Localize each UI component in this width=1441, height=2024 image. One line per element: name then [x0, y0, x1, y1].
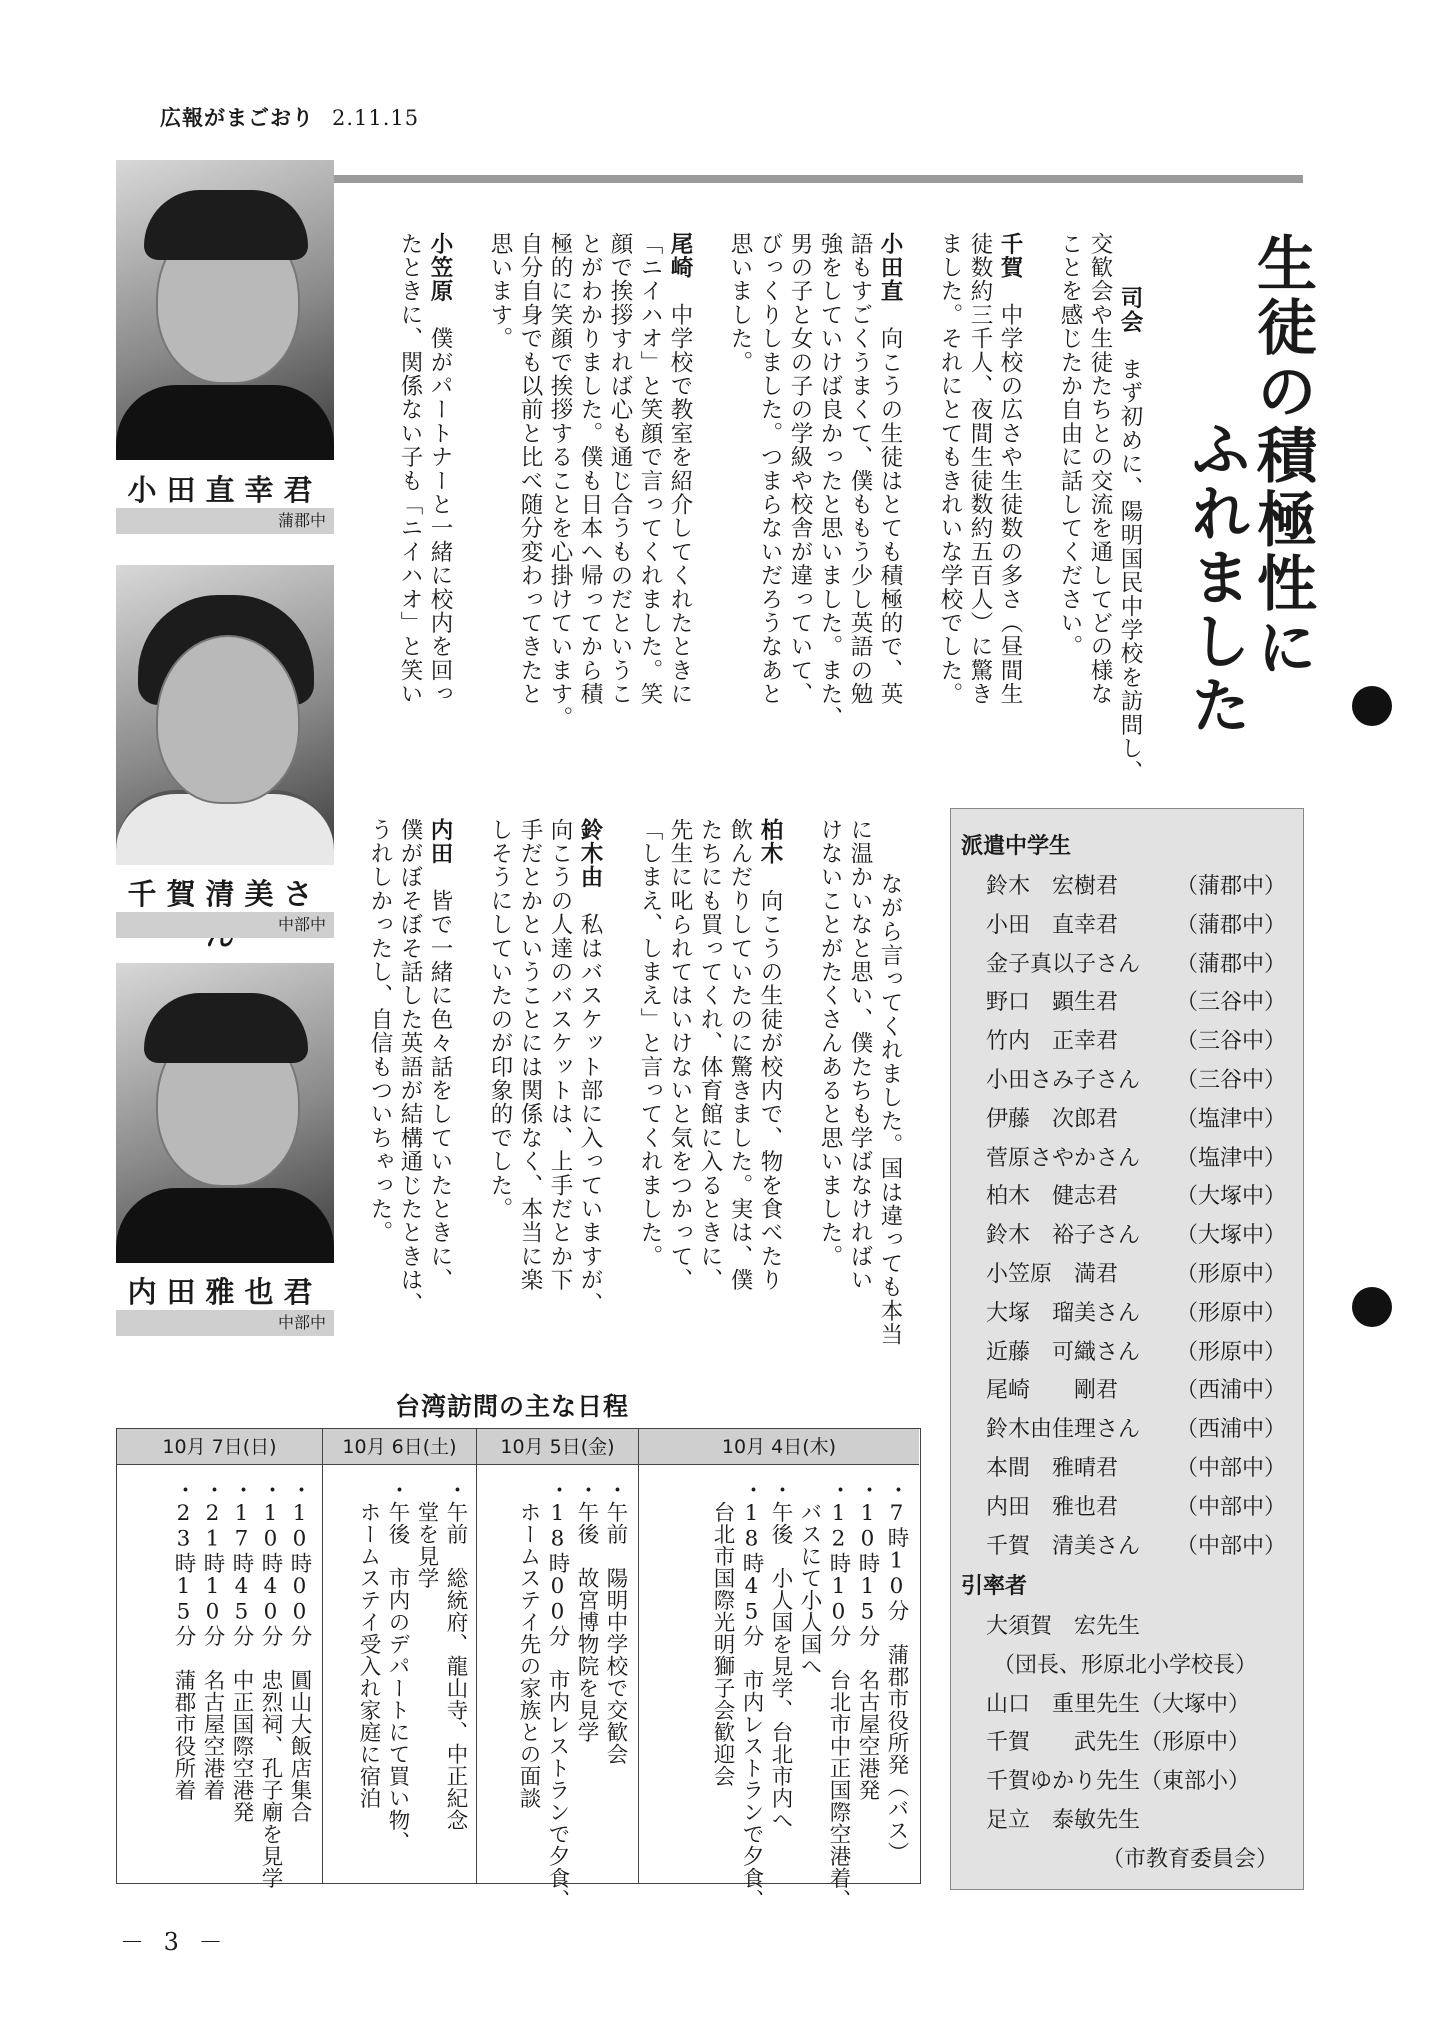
leader-row: 千賀 武先生（形原中）: [986, 1730, 1251, 1756]
member-name: 柏木 健志君: [986, 1184, 1119, 1210]
photo-oda: [116, 160, 334, 460]
member-name: 本間 雅晴君: [986, 1456, 1119, 1481]
binding-hole-dot: [1352, 1287, 1392, 1327]
member-school: （大塚中）: [1175, 1223, 1286, 1249]
header-rule: [333, 175, 1303, 183]
member-row: [986, 947, 1286, 977]
article-title-line2: ふれました: [1181, 418, 1251, 738]
remark: まず初めに、陽明国民中学校を訪問し、 交歓会や生徒たちとの交流を通してどの様な ことを感じたか自由に話してください。: [1057, 232, 1143, 785]
member-name: 尾崎 剛君: [986, 1378, 1119, 1404]
member-school: （三谷中）: [1175, 990, 1286, 1016]
member-school: （大塚中）: [1175, 1184, 1286, 1210]
member-name: 大塚 瑠美さん: [986, 1300, 1141, 1326]
member-row: [986, 1412, 1286, 1442]
member-name: 鈴木 宏樹君: [986, 874, 1119, 899]
schedule-entries: ・午前 総統府、龍山寺、中正紀念 堂を見学 ・午後 市内のデパートにて買い物、 ホームステイ受入れ家庭に宿泊: [356, 1479, 468, 1853]
remark: 向こうの生徒はとても積極的で、英 語もすごくうまくて、僕ももう少し英語の勉 強をしていけば良かったと思いました。また、 男の子と女の子の学級や校舎が違っていて、 びっくりしました。つまらないだろうなあと 思いました。: [727, 232, 903, 730]
member-school: （三谷中）: [1175, 1068, 1286, 1093]
schedule-title: 台湾訪問の主な日程: [395, 1392, 630, 1421]
publication-name: 広報がまごおり: [160, 106, 314, 130]
member-row: [986, 1296, 1286, 1326]
member-row: [986, 1257, 1286, 1287]
member-row: [986, 1335, 1286, 1365]
member-row: [986, 1490, 1286, 1520]
leader-row: （団長、形原北小学校長）: [993, 1652, 1258, 1678]
member-school: （中部中）: [1175, 1494, 1286, 1520]
member-name: 鈴木 裕子さん: [986, 1223, 1141, 1249]
remark: 皆で一緒に色々話をしていたときに、 僕がぼそぼそ話した英語が結構通じたときは、 うれしかったし、自信もついちゃった。: [367, 818, 453, 1316]
member-school: （中部中）: [1175, 1456, 1286, 1481]
speaker: 小笠原: [427, 232, 453, 304]
member-row: [986, 1063, 1286, 1093]
leader-row: 山口 重里先生（大塚中）: [986, 1691, 1251, 1717]
member-name: 内田 雅也君: [986, 1494, 1119, 1520]
remark: 私はバスケット部に入っていますが、 向こうの人達のバスケットは、上手だとか下 手だとかということには関係なく、本当に楽 しそうにしていたのが印象的でした。: [487, 818, 603, 1316]
page-header: [160, 102, 419, 132]
member-row: [986, 1218, 1286, 1248]
speaker: 小田直: [877, 232, 903, 304]
photo-uchida: [116, 963, 334, 1263]
remark: 僕がパートナーと一緒に校内を回っ たときに、関係ない子も「ニイハオ」と笑い: [397, 232, 453, 707]
member-name: 菅原さやかさん: [986, 1145, 1141, 1171]
member-row: [986, 1179, 1286, 1209]
schedule-entries: ・10時00分 圓山大飯店集合 ・10時40分 忠烈祠、孔子廟を見学 ・17時45分 中正国際空港発 ・21時10分 名古屋空港着 ・23時15分 蒲郡市役所着: [171, 1479, 312, 1889]
article-lower: [365, 818, 935, 1368]
schedule-entries: ・午前 陽明中学校で交歓会 ・午後 故宮博物院を見学 ・18時00分 市内レストランで夕食、 ホームステイ先の家族との面談: [516, 1479, 628, 1911]
photo-caption-school: 中部中: [116, 1310, 334, 1336]
member-name: 野口 顕生君: [986, 990, 1119, 1016]
member-name: 鈴木由佳理さん: [986, 1417, 1141, 1443]
schedule-day-header: 10月 7日(日): [117, 1429, 323, 1465]
member-list-box: [950, 808, 1304, 1890]
students-heading: 派遣中学生: [961, 834, 1072, 859]
member-school: （西浦中）: [1175, 1378, 1286, 1404]
member-row: [986, 1373, 1286, 1403]
speaker: 千賀: [997, 232, 1023, 280]
member-name: 伊藤 次郎君: [986, 1106, 1119, 1132]
member-name: 近藤 可織さん: [986, 1339, 1141, 1365]
schedule-table: [116, 1428, 921, 1911]
member-row: [986, 1529, 1286, 1559]
member-name: 小田 直幸君: [986, 912, 1119, 938]
photo-caption-name: 内田雅也君: [127, 1275, 323, 1309]
member-school: （西浦中）: [1175, 1417, 1286, 1443]
photo-senga: [116, 565, 334, 865]
member-row: [986, 1024, 1286, 1054]
member-name: 竹内 正幸君: [986, 1029, 1119, 1055]
remark: ながら言ってくれました。国は違っても本当 に温かいなと思い、僕たちも学ばなければい けないことがたくさんあると思いました。: [817, 818, 903, 1347]
schedule-day-column: [477, 1465, 639, 1911]
member-school: （形原中）: [1175, 1300, 1286, 1326]
photo-caption-school: 蒲郡中: [116, 508, 334, 534]
speaker: 鈴木由: [577, 818, 603, 890]
leaders-heading: 引率者: [961, 1574, 1028, 1599]
member-name: 金子真以子さん: [986, 951, 1141, 977]
speaker: 内田: [427, 818, 453, 866]
member-row: [986, 869, 1286, 899]
page-number: － 3 －: [120, 1928, 229, 1956]
schedule-day-header: 10月 4日(木): [639, 1429, 919, 1465]
schedule-day-column: [117, 1465, 323, 1889]
remark: 中学校の広さや生徒数の多さ（昼間生 徒数約三千人、夜間生徒数約五百人）に驚き ました。それにとてもきれいな学校でした。: [937, 232, 1023, 707]
speaker: 尾崎: [667, 232, 693, 280]
member-school: （形原中）: [1175, 1262, 1286, 1287]
photo-caption-name: 千賀清美さ: [127, 877, 323, 911]
photo-caption-name: 小田直幸君: [127, 473, 323, 507]
article-upper: [395, 232, 1175, 802]
schedule-day-header: 10月 6日(土): [323, 1429, 477, 1465]
binding-hole-dot: [1352, 686, 1392, 726]
remark: 中学校で教室を紹介してくれたときに 「ニイハオ」と笑顔で言ってくれました。笑 顔で挨拶すれば心も通じ合うものだというこ とがわかりました。僕も日本へ帰ってから積 極的に笑顔で挨拶することを心掛けています。 自分自身でも以前と比べ随分変わってきたと 思います。: [487, 232, 693, 730]
remark: 向こうの生徒が校内で、物を食べたり 飲んだりしていたのに驚きました。実は、僕 たちにも買ってくれ、体育館に入るときに、 先生に叱られてはいけないと気をつかって、 「しまえ、しまえ」と言ってくれました。: [637, 818, 783, 1293]
leader-row: 千賀ゆかり先生（東部小）: [986, 1769, 1251, 1795]
member-school: （中部中）: [1175, 1533, 1286, 1559]
leader-row: 足立 泰敏先生: [986, 1808, 1141, 1833]
member-row: [986, 1451, 1286, 1481]
schedule-day-header: 10月 5日(金): [477, 1429, 639, 1465]
publication-date: 2.11.15: [332, 106, 420, 130]
schedule-entries: ・7時10分 蒲郡市役所発（バス） ・10時15分 名古屋空港発 ・12時10分 台北市中正国際空港着、 バスにて小人国へ ・午後 小人国を見学、台北市内へ ・18時45分 市内レストランで夕食、 台北市国際光明獅子会歓迎会: [710, 1479, 909, 1911]
member-row: [986, 985, 1286, 1015]
member-school: （蒲郡中）: [1175, 874, 1286, 899]
photo-caption-school: 中部中: [116, 912, 334, 938]
member-row: [986, 1102, 1286, 1132]
speaker: 柏木: [757, 818, 783, 866]
leader-row: （市教育委員会）: [1091, 1846, 1279, 1872]
article-title-line1: 生徒の積極性に: [1247, 232, 1317, 680]
member-name: 小田さみ子さん: [986, 1068, 1141, 1093]
speaker: 司会: [1117, 286, 1143, 334]
member-school: （蒲郡中）: [1175, 951, 1286, 977]
member-row: [986, 1141, 1286, 1171]
schedule-day-column: [639, 1465, 919, 1911]
leader-row: 大須賀 宏先生: [986, 1614, 1141, 1639]
member-school: （形原中）: [1175, 1339, 1286, 1365]
member-school: （塩津中）: [1175, 1106, 1286, 1132]
schedule-day-column: [323, 1465, 477, 1883]
member-name: 千賀 清美さん: [986, 1533, 1141, 1559]
member-name: 小笠原 満君: [986, 1262, 1119, 1287]
member-school: （塩津中）: [1175, 1145, 1286, 1171]
member-row: [986, 908, 1286, 938]
member-school: （三谷中）: [1175, 1029, 1286, 1055]
member-school: （蒲郡中）: [1175, 912, 1286, 938]
